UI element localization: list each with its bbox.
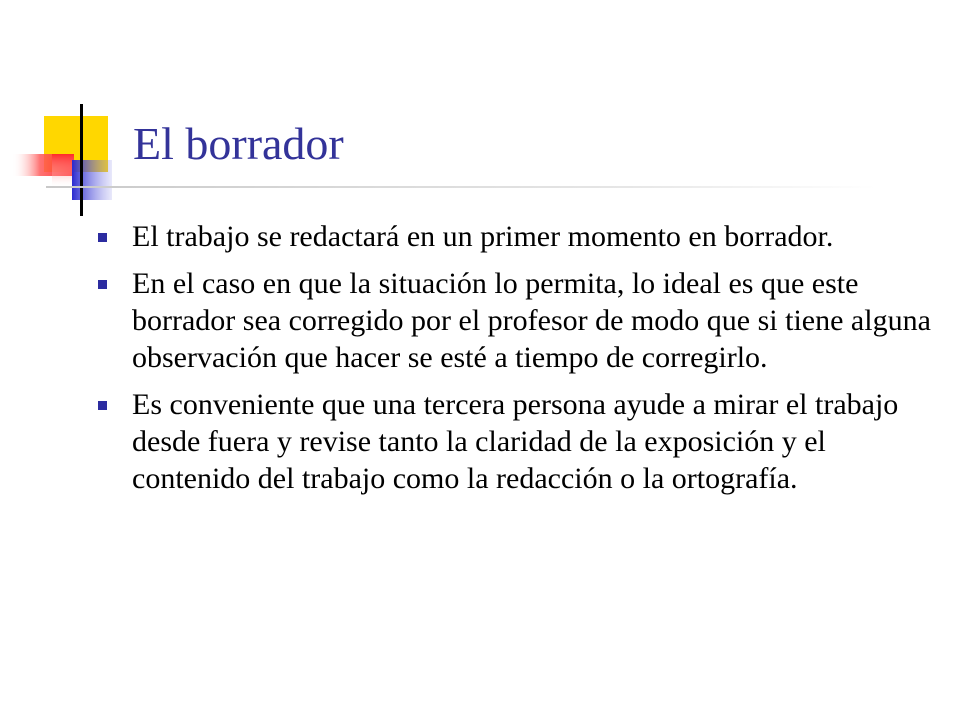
square-bullet-icon (98, 280, 107, 289)
bullet-item (98, 386, 938, 497)
bullet-text: En el caso en que la situación lo permita, lo ideal es que este borrador sea corregido por el profesor de modo que si tiene alguna observación que hacer se esté a tiempo de corregirlo. (132, 267, 931, 374)
bullet-item (98, 265, 938, 376)
bullet-item (98, 218, 938, 255)
bullet-text: Es conveniente que una tercera persona ayude a mirar el trabajo desde fuera y revise tanto la claridad de la exposición y el contenido del trabajo como la redacción o la ortografía. (132, 388, 899, 495)
bullet-text: El trabajo se redactará en un primer momento en borrador. (132, 220, 834, 253)
title-divider (46, 186, 876, 188)
bullet-list (98, 218, 938, 507)
decorative-logo-icon (0, 0, 140, 230)
square-bullet-icon (98, 401, 107, 410)
square-bullet-icon (98, 233, 107, 242)
slide-title: El borrador (133, 118, 344, 169)
